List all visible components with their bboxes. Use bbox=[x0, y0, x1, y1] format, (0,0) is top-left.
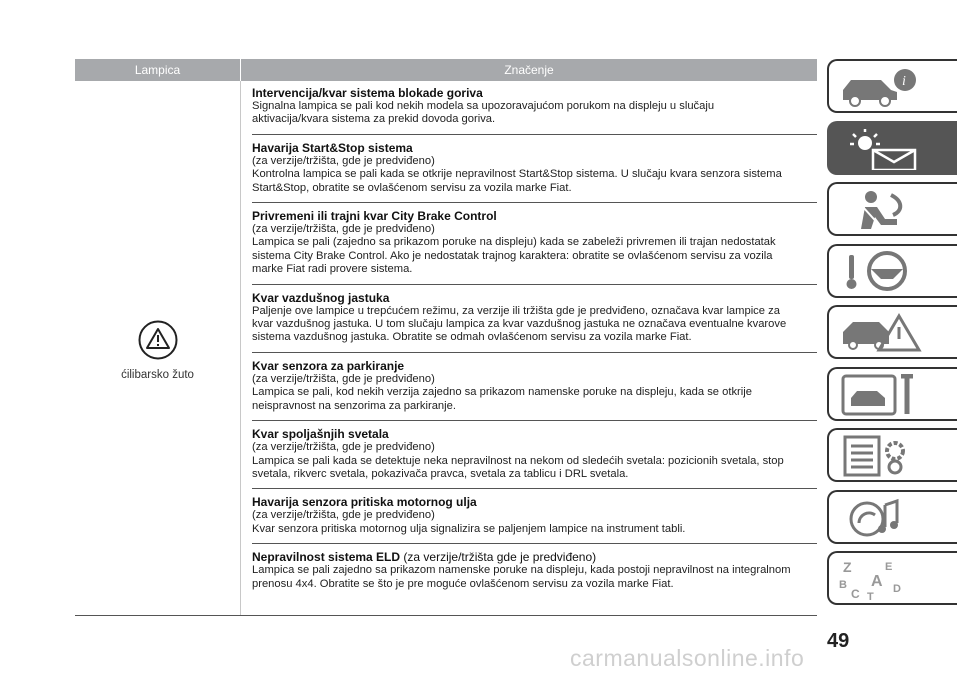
table-row bbox=[252, 86, 817, 135]
tab-letter: Z bbox=[843, 559, 852, 575]
entry-text-line: sistema City Brake Control. Ako je nedostatak trajnog karaktera: obratite se ovlašćenom servisu za vozila bbox=[252, 249, 773, 262]
entry-text-line: Start&Stop, obratite se ovlašćenom servisu za vozila marke Fiat. bbox=[252, 181, 572, 194]
tab-car-info[interactable] bbox=[827, 59, 957, 113]
table-row bbox=[252, 209, 817, 285]
entry-text-line: marke Fiat radi provere sistema. bbox=[252, 263, 413, 276]
entry-text-line: Paljenje ove lampice u trepćućem režimu, za verzije ili tržišta gde je predviđeno, označava kvar lampice za bbox=[252, 304, 780, 317]
watermark: carmanualsonline.info bbox=[570, 645, 805, 671]
table-bottom-rule bbox=[75, 615, 817, 616]
entry-title bbox=[252, 291, 817, 305]
entry-text-line: Lampica se pali (zajedno sa prikazom poruke na displeju) kada se zabeleži privremen ili trajan nedostatak bbox=[252, 236, 776, 249]
entry-text-line: Signalna lampica se pali kod nekih modela sa upozoravajućom porukom na displeju u slučaju bbox=[252, 100, 715, 112]
entry-title bbox=[252, 86, 817, 100]
entry-text-line: svetala, rikverc svetala, pokazivača pravca, svetala za tablicu i DRL svetala. bbox=[252, 467, 629, 480]
tab-multimedia[interactable] bbox=[827, 490, 957, 544]
entry-title-text: Kvar senzora za parkiranje bbox=[252, 358, 405, 373]
tab-emergency[interactable] bbox=[827, 305, 957, 359]
lamp-color-label: ćilibarsko žuto bbox=[121, 369, 194, 381]
entry-title-text: Havarija Start&Stop sistema bbox=[252, 140, 413, 155]
column-separator bbox=[240, 81, 241, 615]
entry-text-line: (za verzije/tržišta, gde je predviđeno) bbox=[252, 441, 435, 454]
entry-text-line: Lampica se pali kada se detektuje neka nepravilnost na nekom od sledećih svetala: pozicionih svetala, stop bbox=[252, 454, 784, 467]
table-header bbox=[75, 59, 817, 81]
entry-text-line: neispravnost na senzorima za parkiranje. bbox=[252, 399, 456, 412]
warning-triangle-icon bbox=[138, 320, 178, 360]
entry-title-text: Nepravilnost sistema ELD bbox=[252, 550, 401, 565]
page-number: 49 bbox=[827, 630, 850, 652]
entry-title-text: Intervencija/kvar sistema blokade goriva bbox=[252, 86, 483, 100]
technical-data-icon bbox=[837, 435, 937, 477]
header-lamp: Lampica bbox=[134, 63, 181, 77]
entry-text-line: prenosu 4x4. Obratite se što je pre moguće ovlašćenom servisu za vozila marke Fiat. bbox=[252, 577, 674, 590]
entries-list bbox=[252, 86, 817, 604]
tab-index[interactable] bbox=[827, 551, 957, 605]
tab-letter: E bbox=[885, 561, 893, 573]
tab-letter: T bbox=[867, 591, 874, 600]
car-info-icon bbox=[837, 66, 937, 108]
entry-text-line: (za verzije/tržišta, gde je predviđeno) bbox=[252, 223, 435, 236]
entry-text-line: Kvar senzora pritiska motornog ulja signalizira se paljenjem lampice na instrument tabli. bbox=[252, 522, 686, 535]
table-row bbox=[252, 427, 817, 489]
table-row bbox=[252, 359, 817, 421]
header-meaning: Značenje bbox=[504, 63, 554, 77]
car-emergency-icon bbox=[837, 312, 937, 354]
entry-title bbox=[252, 359, 817, 373]
alphabetical-index-icon bbox=[837, 558, 937, 600]
entry-text-line: (za verzije/tržišta, gde je predviđeno) bbox=[252, 509, 435, 522]
entry-title bbox=[252, 209, 817, 223]
table-row bbox=[252, 291, 817, 353]
tab-letter: A bbox=[871, 573, 883, 590]
warning-light-message-icon bbox=[837, 128, 937, 170]
entry-title bbox=[252, 427, 817, 441]
tab-letter: D bbox=[893, 583, 901, 595]
entry-title-note: (za verzije/tržišta gde je predviđeno) bbox=[400, 550, 597, 565]
multimedia-icon bbox=[837, 497, 937, 539]
entry-text-line: sistema vazdušnog jastuka. Obratite se odmah ovlašćenom servisu za vozila marke Fiat. bbox=[252, 331, 692, 344]
tab-letter: B bbox=[839, 579, 847, 591]
tab-safety[interactable] bbox=[827, 182, 957, 236]
entry-title-text: Havarija senzora pritiska motornog ulja bbox=[252, 495, 477, 510]
table-row bbox=[252, 495, 817, 544]
steering-wheel-key-icon bbox=[837, 251, 937, 293]
entry-title bbox=[252, 141, 817, 155]
side-tabs bbox=[827, 59, 957, 613]
entry-text-line: (za verzije/tržišta, gde je predviđeno) bbox=[252, 372, 435, 385]
tab-technical-data[interactable] bbox=[827, 428, 957, 482]
entry-text-line: kvar vazdušnog jastuka. U tom slučaju lampica za kvar vazdušnog jastuka ne označava eventualne kvarove bbox=[252, 318, 787, 331]
entry-title bbox=[252, 550, 817, 564]
tab-letter: C bbox=[851, 587, 860, 600]
entry-title bbox=[252, 495, 817, 509]
tab-maintenance[interactable] bbox=[827, 367, 957, 421]
entry-text-line: Lampica se pali, kod nekih verzija zajedno sa prikazom namenske poruke na displeju, kada se otkrije bbox=[252, 386, 752, 399]
entry-text-line: Kontrolna lampica se pali kada se otkrije nepravilnost Start&Stop sistema. U slučaju kvara senzora sistema bbox=[252, 168, 782, 181]
entry-text-line: Lampica se pali zajedno sa prikazom namenske poruke na displeju, kada postoji nepravilnost na integralnom bbox=[252, 564, 791, 577]
entry-title-text: Kvar vazdušnog jastuka bbox=[252, 290, 390, 305]
entry-title-text: Kvar spoljašnjih svetala bbox=[252, 427, 389, 442]
entry-title-text: Privremeni ili trajni kvar City Brake Control bbox=[252, 209, 497, 224]
tab-warning-lights[interactable] bbox=[827, 121, 957, 175]
svg-text:i: i bbox=[902, 74, 906, 89]
tab-starting-driving[interactable] bbox=[827, 244, 957, 298]
seatbelt-airbag-icon bbox=[837, 189, 937, 231]
table-row bbox=[252, 141, 817, 203]
entry-text-line: aktivacija/kvara sistema za prekid dovoda goriva. bbox=[252, 113, 496, 126]
entry-text-line: (za verzije/tržišta, gde je predviđeno) bbox=[252, 154, 435, 167]
table-row bbox=[252, 550, 817, 598]
car-maintenance-icon bbox=[837, 374, 937, 416]
